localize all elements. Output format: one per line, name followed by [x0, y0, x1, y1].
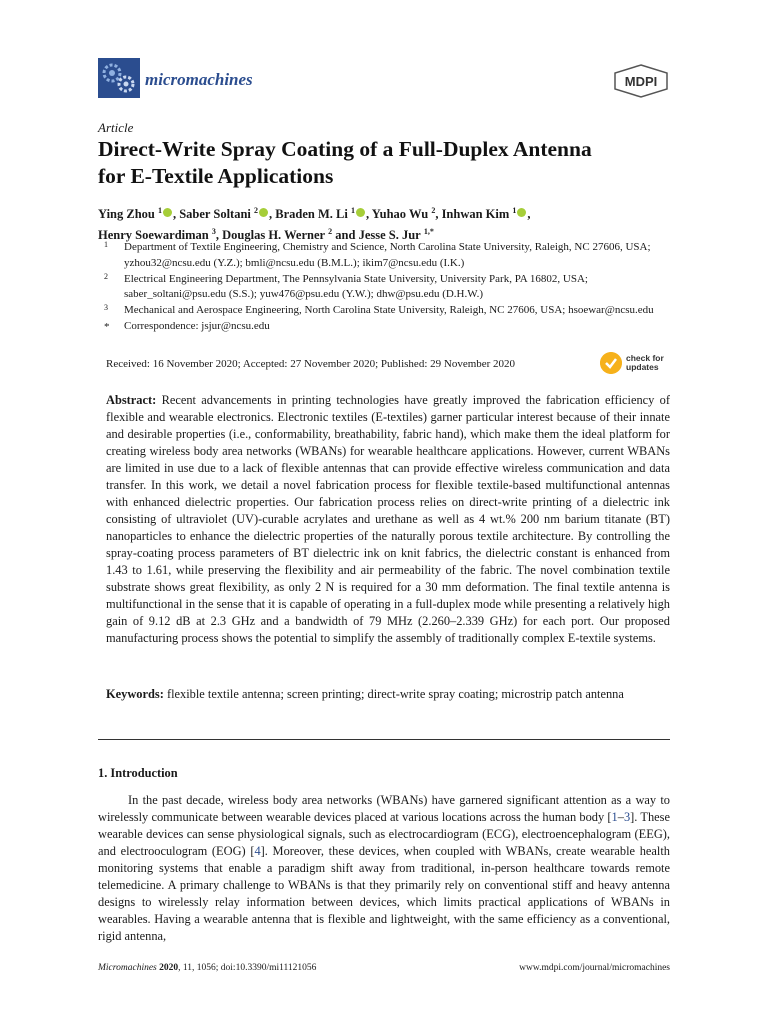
intro-text: ]. These wearable devices can sense physiological signals, such as electrocardiogram (ECG), electroencephalogram (EEG), and electrooculogram (EOG) [ [98, 810, 670, 858]
citation-dash: – [617, 810, 624, 824]
abstract-label: Abstract: [106, 393, 157, 407]
author-name[interactable]: Henry Soewardiman [98, 228, 209, 243]
footer-url-link[interactable]: www.mdpi.com/journal/micromachines [519, 963, 670, 973]
check-updates-line-2: updates [626, 362, 659, 372]
affiliation-item [104, 303, 670, 319]
author-affil-sup: 1,* [423, 227, 434, 237]
gears-logo-icon [98, 58, 140, 98]
author-name[interactable]: and Jesse S. Jur [332, 228, 421, 243]
intro-text: In the past decade, wireless body area networks (WBANs) have garnered significant attention as a way to wirelessly communicate between wearable devices placed at various locations across the human body [ [98, 793, 670, 824]
orcid-icon[interactable] [163, 208, 172, 217]
footer-doi: , 11, 1056; doi:10.3390/mi11121056 [178, 963, 317, 973]
author-affil-sup: 2 [254, 206, 259, 215]
check-for-updates-button[interactable] [600, 352, 670, 376]
title-line-2: for E-Textile Applications [98, 164, 334, 188]
affiliation-item [104, 272, 670, 304]
affiliation-number: 2 [104, 271, 108, 281]
paper-title [98, 136, 678, 190]
section-heading-introduction: 1. Introduction [98, 766, 178, 780]
affiliation-text: Mechanical and Aerospace Engineering, North Carolina State University, Raleigh, NC 27606, USA; hsoewar@ncsu.edu [124, 304, 654, 317]
orcid-icon[interactable] [356, 208, 365, 217]
check-updates-label [626, 354, 664, 372]
check-updates-line-1: check for [626, 353, 664, 363]
correspondence [104, 319, 670, 335]
checkmark-icon [600, 352, 622, 374]
affiliation-text: Electrical Engineering Department, The Pennsylvania State University, University Park, PA 16802, USA; saber_soltani@psu.edu (S.S.); yuw476@psu.edu (Y.W.); dhw@psu.edu (D.H.W.) [124, 272, 588, 301]
footer-journal: Micromachines [98, 963, 157, 973]
author-affil-sup: 2 [431, 206, 436, 215]
article-type: Article [98, 120, 134, 135]
author-affil-sup: 2 [328, 227, 333, 237]
correspondence-marker: * [104, 320, 110, 333]
abstract-text: Recent advancements in printing technologies have greatly improved the fabrication efficiency of flexible and wearable electronics. Electronic textiles (E-textiles) garner particular interest because of their innate and desirable properties (i.e., conformability, breathability, fabric hand), which make them the ideal platform for creating wireless body area networks (WBANs) for wearable healthcare applications. However, current WBANs are limited in use due to a lack of flexible antennas that can provide effective wireless communication and data transfer. In this work, we detail a novel fabrication process for flexible textile-based multifunctional antennas with enhanced dielectric properties. Our fabrication process relies on direct-write printing of a dielectric ink consisting of ultraviolet (UV)-curable acrylates and urethane as well as 4 wt.% 200 nm barium titanate (BT) nanoparticles to enhance the dielectric properties of the naturally porous textile architecture. By controlling the spray-coating process parameters of BT dielectric ink on knit fabrics, the dielectric constant is enhanced from 1.43 to 1.61, while preserving the flexibility and air permeability of the fabric. The novel combination textile substrate shows great flexibility, as only 2 N is required for a 30 mm deformation. The final textile antenna is multifunctional in the sense that it is capable of operating in a full-duplex mode while presenting a relatively high gain of 9.12 dB at 2.3 GHz and a bandwidth of 79 MHz (2.260–2.339 GHz) for each port. Our proposed manufacturing process shows the potential to simplify the assembly of traditionally complex E-textile systems. [106, 393, 670, 645]
keywords-text: flexible textile antenna; screen printing; direct-write spray coating; microstrip patch antenna [166, 687, 624, 701]
author-affil-sup: 1 [512, 206, 517, 215]
keywords-label: Keywords: [106, 687, 164, 701]
correspondence-text: Correspondence: jsjur@ncsu.edu [124, 319, 270, 332]
keywords [106, 686, 670, 703]
author-name[interactable]: , Yuhao Wu [365, 207, 429, 222]
mdpi-logo-icon [612, 64, 670, 98]
author-name[interactable]: , Braden M. Li [269, 207, 348, 222]
mdpi-logo-text: MDPI [624, 74, 658, 89]
introduction-paragraph [98, 792, 670, 945]
journal-header [98, 58, 670, 102]
author-affil-sup: 1 [350, 206, 355, 215]
affiliation-item [104, 240, 670, 272]
publication-dates: Received: 16 November 2020; Accepted: 27 November 2020; Published: 29 November 2020 [106, 358, 516, 370]
title-line-1: Direct-Write Spray Coating of a Full-Duplex Antenna [98, 137, 592, 161]
intro-text: ]. Moreover, these devices, when coupled with WBANs, create wearable health monitoring systems that enable a paradigm shift away from traditional, in-person healthcare towards remote telemedicine. A primary challenge to WBANs is that they primarily rely on conventional stiff and heavy antenna designs to wirelessly relay information between devices, which limits practical applications of WBANs in wearables. Having a wearable antenna that is flexible and lightweight, with the same efficiency as a conventional, rigid antenna, [98, 844, 670, 943]
author-affil-sup: 3 [211, 227, 216, 237]
author-list [98, 202, 678, 244]
orcid-icon[interactable] [259, 208, 268, 217]
author-name[interactable]: , Douglas H. Werner [215, 228, 326, 243]
section-divider [98, 739, 670, 740]
author-name[interactable]: , Inhwan Kim [435, 207, 510, 222]
author-line-1: Ying Zhou $^1$ , Saber Soltani $^2$ , Braden M. Li $^1$ , Yuhao Wu $^2$, Inhwan Kim $^1$ , [98, 206, 531, 222]
author-affil-sup: 1 [157, 206, 162, 215]
affiliation-number: 3 [104, 303, 108, 313]
citation-link[interactable]: 4 [254, 844, 261, 858]
orcid-icon[interactable] [517, 208, 526, 217]
journal-name: micromachines [145, 70, 253, 89]
citation-link[interactable]: 1 [611, 810, 618, 824]
author-name[interactable]: Ying Zhou [98, 207, 155, 222]
abstract [106, 392, 670, 647]
affiliations [104, 240, 670, 335]
footer-year: 2020 [159, 963, 179, 973]
footer-citation [98, 963, 316, 973]
author-name[interactable]: , Saber Soltani [172, 207, 251, 222]
citation-link[interactable]: 3 [623, 810, 631, 824]
affiliation-number: 1 [104, 240, 108, 249]
affiliation-text: Department of Textile Engineering, Chemistry and Science, North Carolina State University, Raleigh, NC 27606, USA; yzhou32@ncsu.edu (Y.Z.); bmli@ncsu.edu (B.M.L.); ikim7@ncsu.edu (I.K.) [124, 241, 651, 269]
